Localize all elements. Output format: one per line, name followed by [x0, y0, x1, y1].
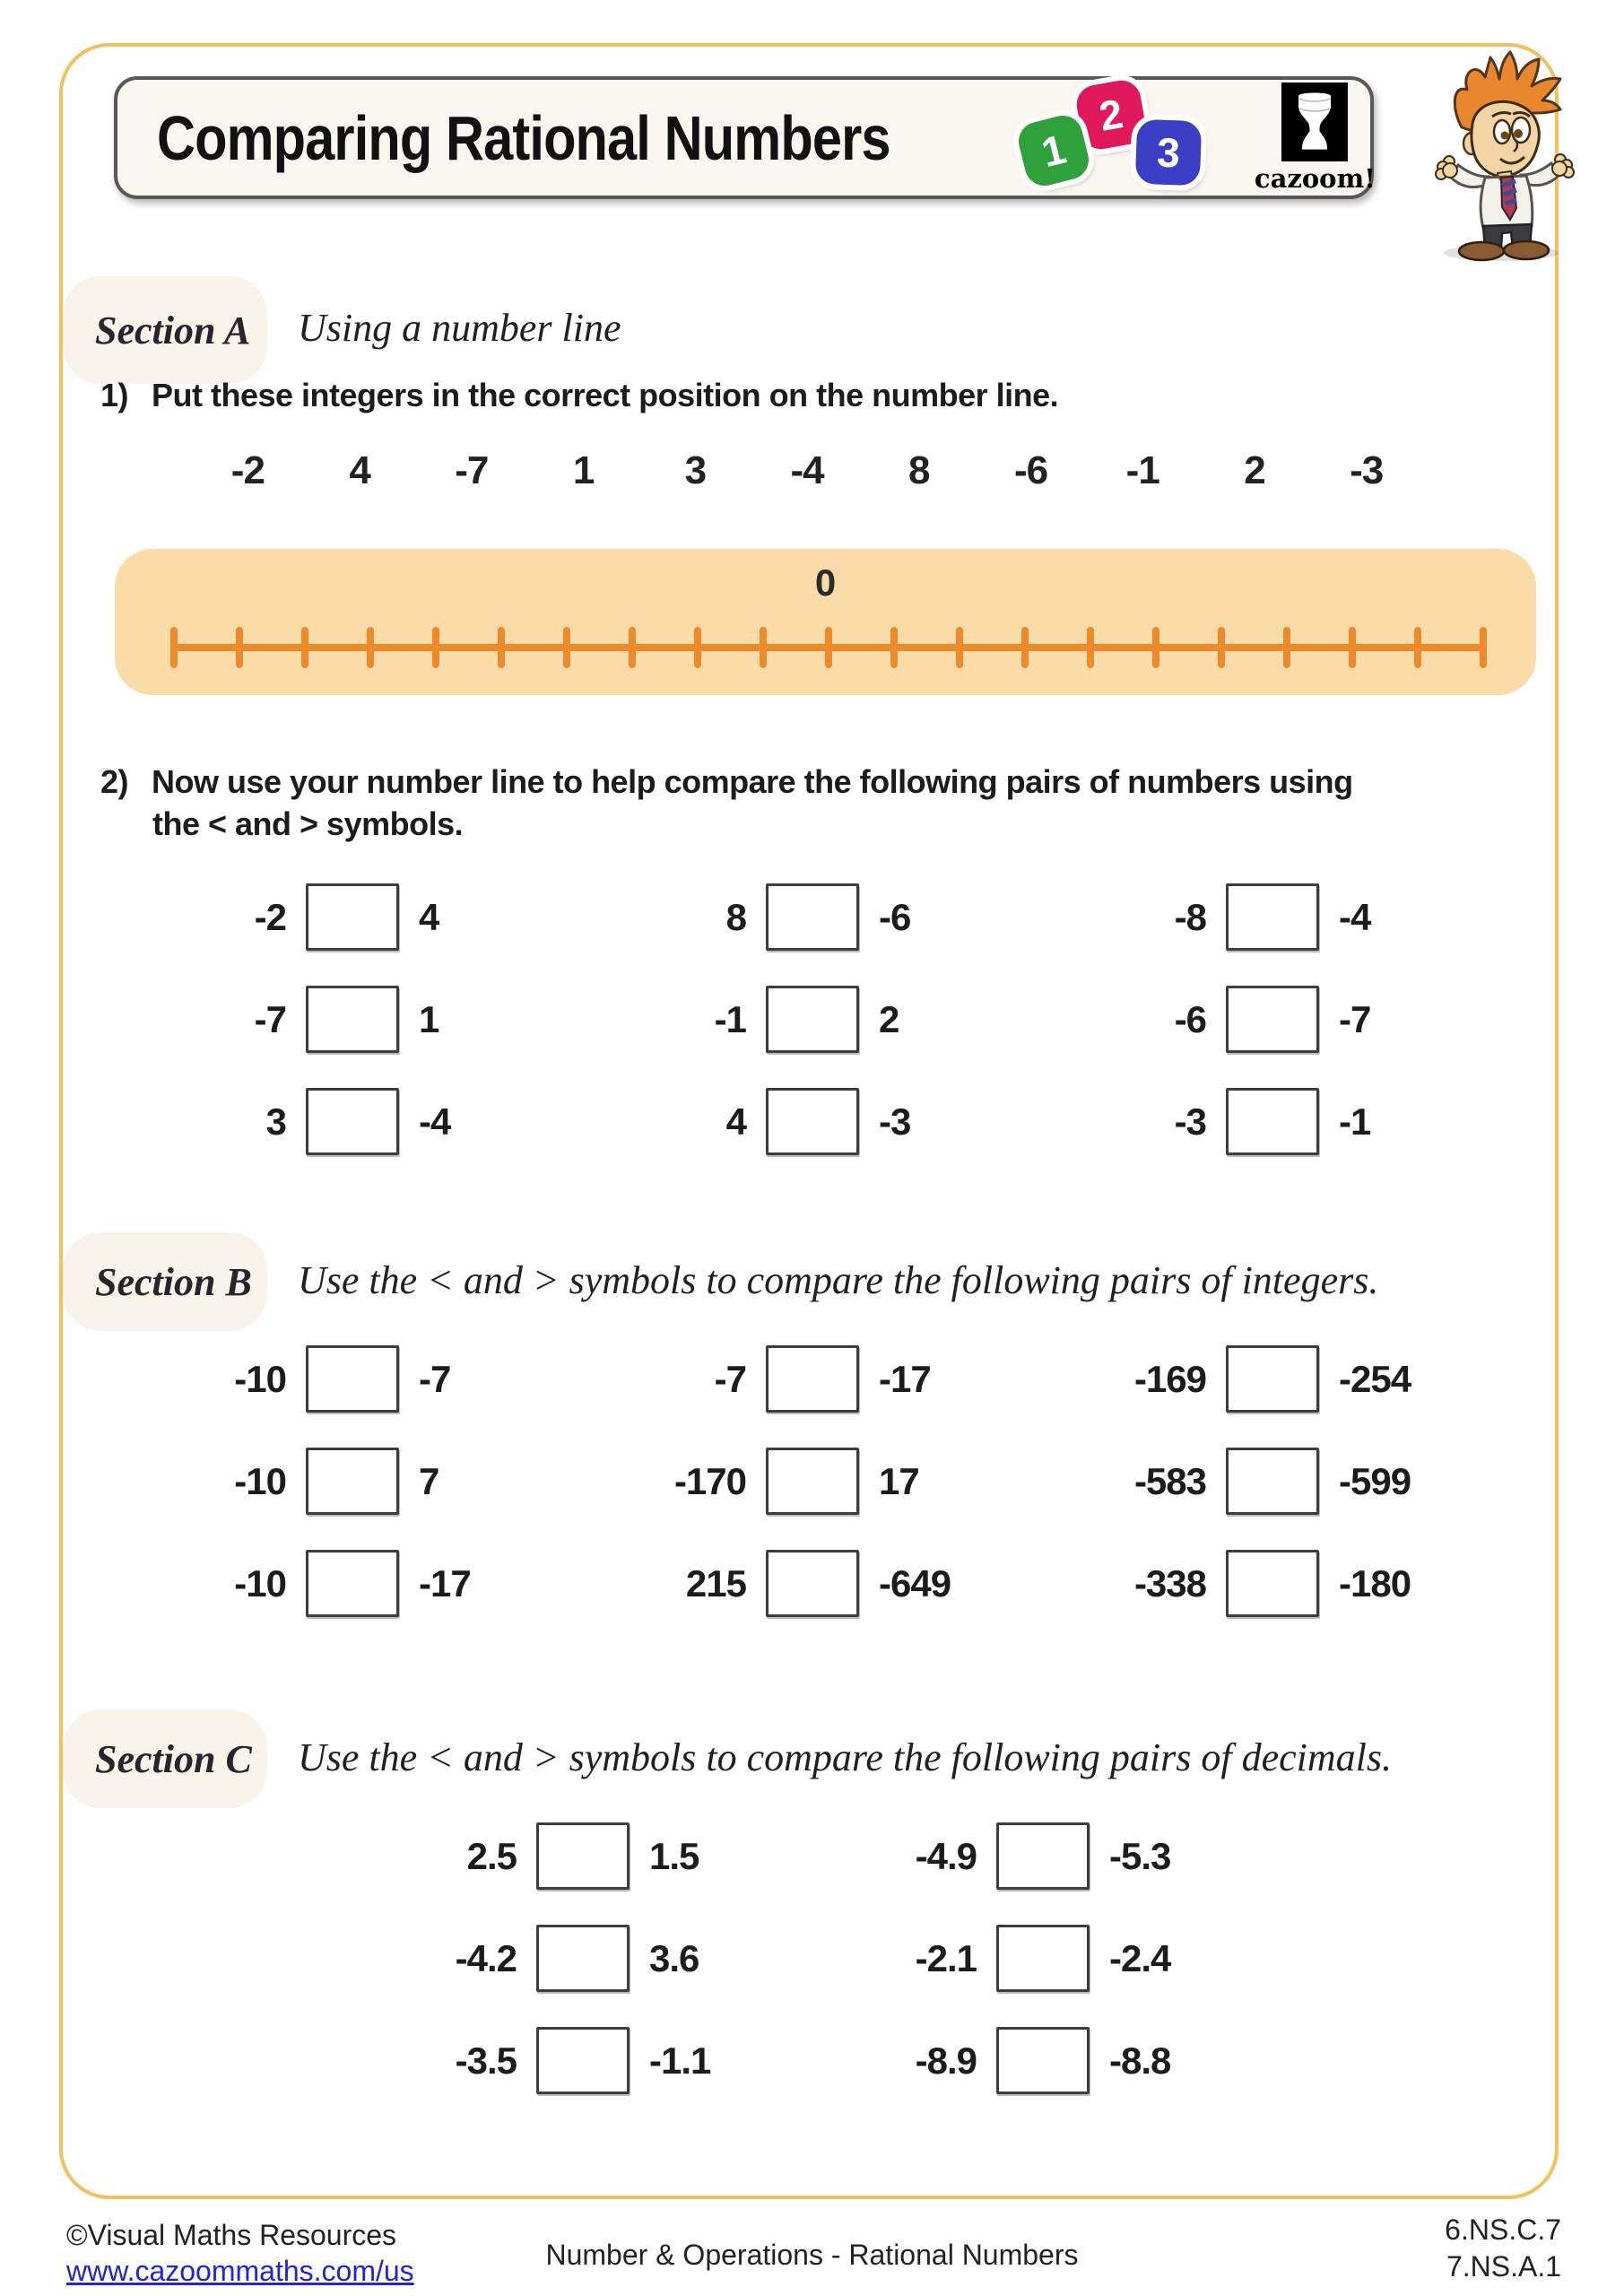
tick-mark	[367, 627, 374, 668]
pair-right-value: -649	[879, 1561, 951, 1605]
pair-left-value: 3	[265, 1100, 286, 1143]
standard-code-1: 6.NS.C.7	[1445, 2213, 1561, 2246]
answer-box[interactable]	[536, 1925, 630, 1992]
pair-left-value: 2.5	[466, 1834, 517, 1877]
comparison-pair	[1064, 1448, 1484, 1515]
copyright-text: ©Visual Maths Resources	[66, 2219, 397, 2251]
comparison-pair	[1064, 1550, 1484, 1617]
comparison-pair	[144, 1088, 564, 1155]
comparison-pair	[835, 1822, 1255, 1890]
pair-right-value: -17	[419, 1561, 471, 1605]
brand-name: cazoom!	[1254, 162, 1376, 194]
integer-value: -7	[455, 448, 489, 492]
footer-category: Number & Operations - Rational Numbers	[545, 2239, 1079, 2271]
integer-value: 1	[572, 448, 595, 492]
tick-mark	[1152, 627, 1159, 668]
comparison-pair	[375, 2027, 795, 2094]
pair-right-value: -1	[1339, 1100, 1371, 1143]
integer-value: -2	[230, 448, 265, 492]
answer-box[interactable]	[306, 986, 399, 1053]
tile-1-icon: 1	[1014, 111, 1092, 189]
pair-left-value: -4.2	[455, 1936, 517, 1979]
answer-box[interactable]	[766, 883, 859, 951]
pair-left-value: 215	[685, 1561, 746, 1605]
number-line[interactable]	[115, 549, 1536, 695]
pair-right-value: -4	[419, 1100, 451, 1143]
pair-left-value: -3.5	[455, 2039, 517, 2082]
pair-right-value: 4	[419, 895, 439, 938]
section-a-pairs-grid	[144, 883, 1484, 1155]
integer-value: -6	[1013, 448, 1048, 492]
comparison-pair	[144, 1448, 564, 1515]
section-c-description: Use the < and > symbols to compare the following pairs of decimals.	[298, 1735, 1392, 1779]
pair-left-value: -338	[1133, 1561, 1206, 1605]
comparison-pair	[144, 883, 564, 951]
pair-left-value: -6	[1174, 997, 1206, 1040]
pair-right-value: -7	[419, 1357, 451, 1400]
integer-value: 4	[349, 448, 370, 492]
question-2-text-line2: the < and > symbols.	[152, 805, 464, 842]
standard-code-2: 7.NS.A.1	[1446, 2250, 1561, 2283]
comparison-pair	[375, 1822, 795, 1890]
footer-standards	[1445, 2212, 1561, 2285]
pair-left-value: -2	[254, 895, 286, 938]
answer-box[interactable]	[996, 1925, 1090, 1992]
comparison-pair	[604, 1448, 1024, 1515]
djembe-drum-icon	[1281, 83, 1348, 161]
tick-mark	[1349, 627, 1356, 668]
integer-value: 8	[908, 448, 930, 492]
comparison-pair	[604, 883, 1024, 951]
pair-left-value: -3	[1174, 1100, 1206, 1143]
comparison-pair	[604, 1550, 1024, 1617]
section-a-label-text: Section A	[95, 308, 251, 352]
comparison-pair	[604, 1088, 1024, 1155]
section-c-label	[63, 1709, 267, 1808]
pair-left-value: -10	[234, 1357, 286, 1400]
answer-box[interactable]	[996, 1822, 1090, 1890]
question-1	[100, 377, 1058, 414]
pair-right-value: 1	[419, 997, 439, 1040]
comparison-pair	[375, 1925, 795, 1992]
pair-right-value: 1.5	[649, 1834, 699, 1877]
section-b-pairs-grid	[144, 1345, 1484, 1617]
pair-right-value: -180	[1339, 1561, 1411, 1605]
comparison-pair	[1064, 1088, 1484, 1155]
answer-box[interactable]	[766, 1550, 859, 1617]
pair-right-value: 2	[879, 997, 899, 1040]
cazoom-website-link[interactable]: www.cazoommaths.com/us	[66, 2255, 414, 2287]
pair-right-value: -6	[879, 895, 911, 938]
answer-box[interactable]	[306, 1550, 399, 1617]
question-2-number: 2)	[100, 763, 129, 800]
pair-right-value: -8.8	[1109, 2039, 1171, 2082]
tick-mark	[629, 627, 636, 668]
integer-value: 3	[684, 448, 707, 492]
answer-box[interactable]	[306, 1088, 399, 1155]
pair-left-value: -1	[714, 997, 746, 1040]
tick-mark	[498, 627, 505, 668]
question-2	[100, 763, 1353, 801]
tick-mark	[825, 627, 832, 668]
cazoom-logo-group	[1020, 79, 1376, 197]
pair-left-value: -169	[1133, 1357, 1206, 1400]
section-c-label-text: Section C	[95, 1736, 252, 1781]
pair-left-value: -8	[1174, 895, 1206, 938]
comparison-pair	[144, 986, 564, 1053]
tick-mark	[956, 627, 963, 668]
pair-left-value: -170	[673, 1459, 746, 1502]
pair-left-value: 8	[725, 895, 746, 938]
tick-mark	[694, 627, 701, 668]
tick-mark	[1021, 627, 1029, 668]
pair-left-value: 4	[725, 1100, 746, 1143]
pair-right-value: 7	[419, 1459, 439, 1502]
number-line-zero-label: 0	[814, 561, 837, 604]
tick-mark	[1087, 627, 1094, 668]
pair-right-value: -5.3	[1109, 1834, 1171, 1877]
title-bar	[114, 76, 1374, 199]
answer-box[interactable]	[306, 1448, 399, 1515]
pair-right-value: -3	[879, 1100, 911, 1143]
tick-mark	[1218, 627, 1225, 668]
integer-value: 2	[1244, 448, 1265, 492]
question-2-text-line1: Now use your number line to help compare the following pairs of numbers using	[152, 763, 1353, 800]
pair-left-value: -7	[254, 997, 286, 1040]
tick-mark	[760, 627, 767, 668]
comparison-pair	[1064, 986, 1484, 1053]
pair-left-value: -4.9	[915, 1834, 977, 1877]
answer-box[interactable]	[306, 883, 399, 951]
comparison-pair	[1064, 883, 1484, 951]
tick-mark	[170, 627, 178, 668]
integer-value: -3	[1350, 448, 1384, 492]
answer-box[interactable]	[766, 1448, 859, 1515]
pair-right-value: -599	[1339, 1459, 1411, 1502]
answer-box[interactable]	[766, 1345, 859, 1413]
pair-left-value: -10	[234, 1561, 286, 1605]
answer-box[interactable]	[1226, 1345, 1319, 1413]
answer-box[interactable]	[766, 986, 859, 1053]
question-1-number: 1)	[100, 377, 129, 413]
section-b-label-text: Section B	[95, 1259, 252, 1304]
pair-right-value: -17	[879, 1357, 931, 1400]
page-title: Comparing Rational Numbers	[157, 102, 890, 173]
comparison-pair	[604, 1345, 1024, 1413]
tick-mark	[1480, 627, 1487, 668]
pair-right-value: -4	[1339, 895, 1371, 938]
pair-left-value: -583	[1133, 1459, 1206, 1502]
number-tiles-123-icon	[1020, 79, 1206, 197]
pair-right-value: -7	[1339, 997, 1371, 1040]
pair-right-value: -2.4	[1109, 1936, 1171, 1979]
comparison-pair	[144, 1345, 564, 1413]
answer-box[interactable]	[536, 1822, 630, 1890]
tile-2-icon: 2	[1073, 77, 1148, 152]
section-a-description: Using a number line	[298, 306, 621, 350]
tick-mark	[563, 627, 570, 668]
tick-mark	[1414, 627, 1421, 668]
integers-row	[192, 448, 1422, 493]
pair-left-value: -10	[234, 1459, 286, 1502]
comparison-pair	[835, 1925, 1255, 1992]
answer-box[interactable]	[1226, 986, 1319, 1053]
tick-mark	[1283, 627, 1290, 668]
pair-right-value: -254	[1339, 1357, 1411, 1400]
answer-box[interactable]	[1226, 1448, 1319, 1515]
pair-right-value: 3.6	[649, 1936, 699, 1979]
section-b-label	[63, 1232, 267, 1331]
answer-box[interactable]	[766, 1088, 859, 1155]
number-line-track	[170, 627, 1487, 668]
tick-mark	[432, 627, 439, 668]
tick-mark	[890, 627, 898, 668]
question-1-text: Put these integers in the correct position on the number line.	[152, 377, 1059, 413]
answer-box[interactable]	[996, 2027, 1090, 2094]
pair-left-value: -7	[714, 1357, 746, 1400]
comparison-pair	[835, 2027, 1255, 2094]
pair-right-value: -1.1	[649, 2039, 711, 2082]
number-line-ticks	[170, 627, 1487, 668]
pair-left-value: -2.1	[915, 1936, 977, 1979]
pair-right-value: 17	[879, 1459, 919, 1502]
integer-value: -1	[1125, 448, 1159, 492]
comparison-pair	[144, 1550, 564, 1617]
cazoom-brand	[1255, 83, 1376, 194]
pair-left-value: -8.9	[915, 2039, 977, 2082]
answer-box[interactable]	[536, 2027, 630, 2094]
tile-3-icon: 3	[1135, 118, 1202, 185]
tick-mark	[301, 627, 308, 668]
cartoon-teacher-mascot	[1410, 48, 1589, 264]
answer-box[interactable]	[306, 1345, 399, 1413]
section-a-label	[63, 276, 267, 384]
section-b-description: Use the < and > symbols to compare the following pairs of integers.	[298, 1258, 1379, 1302]
tick-mark	[236, 627, 243, 668]
section-c-pairs-grid	[375, 1822, 1255, 2094]
answer-box[interactable]	[1226, 883, 1319, 951]
answer-box[interactable]	[1226, 1088, 1319, 1155]
integer-value: -4	[790, 448, 824, 492]
answer-box[interactable]	[1226, 1550, 1319, 1617]
comparison-pair	[604, 986, 1024, 1053]
comparison-pair	[1064, 1345, 1484, 1413]
